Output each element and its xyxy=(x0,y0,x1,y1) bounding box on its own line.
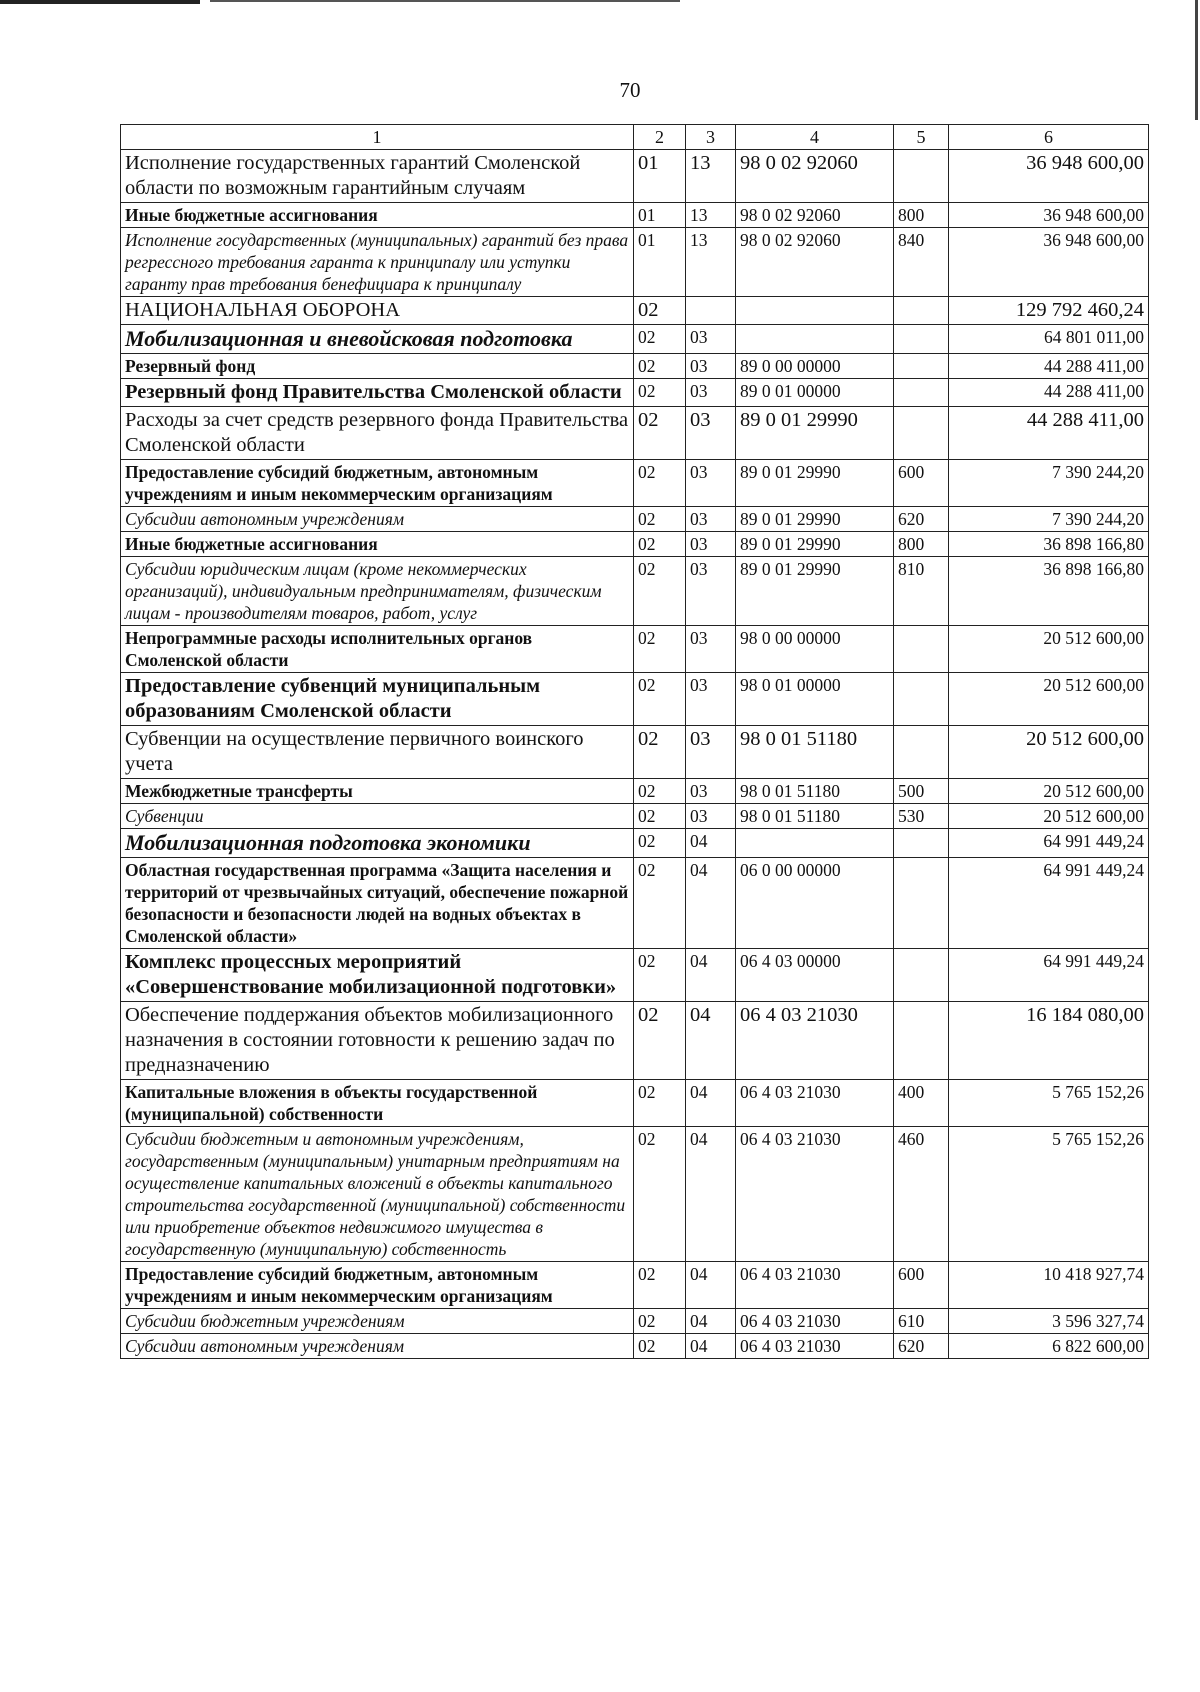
row-section: 02 xyxy=(634,858,686,949)
row-section: 02 xyxy=(634,557,686,626)
column-header: 1 xyxy=(121,125,634,150)
table-row xyxy=(121,626,1149,673)
row-section: 02 xyxy=(634,1309,686,1334)
table-row xyxy=(121,1127,1149,1262)
row-target-article: 06 4 03 21030 xyxy=(736,1309,894,1334)
table-row xyxy=(121,949,1149,1002)
table-row xyxy=(121,1309,1149,1334)
row-name: Исполнение государственных (муниципальных) гарантий без права регрессного требования гаранта к принципалу или уступки гаранту прав требования бенефициара к принципалу xyxy=(121,228,634,297)
table-row xyxy=(121,1262,1149,1309)
row-section: 02 xyxy=(634,949,686,1002)
row-name: Субсидии бюджетным учреждениям xyxy=(121,1309,634,1334)
row-subsection: 13 xyxy=(686,150,736,203)
row-subsection: 03 xyxy=(686,779,736,804)
row-expense-type: 810 xyxy=(894,557,949,626)
row-section: 02 xyxy=(634,1080,686,1127)
table-row xyxy=(121,325,1149,354)
row-target-article: 89 0 01 00000 xyxy=(736,379,894,407)
row-expense-type xyxy=(894,626,949,673)
row-subsection: 03 xyxy=(686,460,736,507)
row-target-article: 06 4 03 21030 xyxy=(736,1127,894,1262)
row-amount: 20 512 600,00 xyxy=(949,726,1149,779)
column-header: 4 xyxy=(736,125,894,150)
row-subsection xyxy=(686,297,736,325)
row-target-article: 98 0 01 00000 xyxy=(736,673,894,726)
row-name: Капитальные вложения в объекты государственной (муниципальной) собственности xyxy=(121,1080,634,1127)
row-section: 02 xyxy=(634,407,686,460)
row-subsection: 03 xyxy=(686,507,736,532)
table-row xyxy=(121,557,1149,626)
table-row xyxy=(121,726,1149,779)
row-name: Обеспечение поддержания объектов мобилизационного назначения в состоянии готовности к решению задач по предназначению xyxy=(121,1002,634,1080)
row-expense-type: 600 xyxy=(894,1262,949,1309)
row-expense-type xyxy=(894,150,949,203)
row-target-article: 98 0 02 92060 xyxy=(736,150,894,203)
table-row xyxy=(121,354,1149,379)
table-row xyxy=(121,532,1149,557)
table-row xyxy=(121,779,1149,804)
row-target-article: 06 4 03 21030 xyxy=(736,1002,894,1080)
row-subsection: 04 xyxy=(686,1002,736,1080)
row-subsection: 04 xyxy=(686,829,736,858)
row-expense-type xyxy=(894,325,949,354)
row-target-article: 06 4 03 21030 xyxy=(736,1262,894,1309)
column-header: 3 xyxy=(686,125,736,150)
row-amount: 36 948 600,00 xyxy=(949,203,1149,228)
row-expense-type: 530 xyxy=(894,804,949,829)
row-target-article: 06 4 03 21030 xyxy=(736,1080,894,1127)
row-amount: 7 390 244,20 xyxy=(949,507,1149,532)
table-row xyxy=(121,407,1149,460)
row-section: 02 xyxy=(634,1334,686,1359)
row-name: Субсидии автономным учреждениям xyxy=(121,1334,634,1359)
row-amount: 36 948 600,00 xyxy=(949,150,1149,203)
row-target-article: 98 0 01 51180 xyxy=(736,804,894,829)
row-target-article: 98 0 01 51180 xyxy=(736,779,894,804)
row-subsection: 03 xyxy=(686,726,736,779)
table-row xyxy=(121,1334,1149,1359)
row-expense-type xyxy=(894,407,949,460)
row-subsection: 04 xyxy=(686,1127,736,1262)
table-row xyxy=(121,1002,1149,1080)
row-name: Областная государственная программа «Защита населения и территорий от чрезвычайных ситуаций, обеспечение пожарной безопасности и безопасности людей на водных объектах в Смоленской области» xyxy=(121,858,634,949)
row-amount: 10 418 927,74 xyxy=(949,1262,1149,1309)
row-amount: 20 512 600,00 xyxy=(949,673,1149,726)
row-subsection: 04 xyxy=(686,1262,736,1309)
table-row xyxy=(121,203,1149,228)
row-section: 02 xyxy=(634,1262,686,1309)
row-target-article: 89 0 00 00000 xyxy=(736,354,894,379)
row-target-article: 98 0 02 92060 xyxy=(736,203,894,228)
row-amount: 64 991 449,24 xyxy=(949,949,1149,1002)
row-target-article: 89 0 01 29990 xyxy=(736,507,894,532)
row-amount: 44 288 411,00 xyxy=(949,354,1149,379)
row-expense-type: 500 xyxy=(894,779,949,804)
row-amount: 5 765 152,26 xyxy=(949,1127,1149,1262)
row-amount: 36 898 166,80 xyxy=(949,557,1149,626)
table-header-row xyxy=(121,125,1149,150)
row-name: Комплекс процессных мероприятий «Совершенствование мобилизационной подготовки» xyxy=(121,949,634,1002)
row-name: Резервный фонд xyxy=(121,354,634,379)
row-name: Мобилизационная подготовка экономики xyxy=(121,829,634,858)
row-subsection: 03 xyxy=(686,532,736,557)
row-section: 02 xyxy=(634,379,686,407)
row-target-article: 06 0 00 00000 xyxy=(736,858,894,949)
row-subsection: 04 xyxy=(686,858,736,949)
row-subsection: 13 xyxy=(686,203,736,228)
row-section: 02 xyxy=(634,1127,686,1262)
row-expense-type xyxy=(894,297,949,325)
row-name: Субвенции на осуществление первичного воинского учета xyxy=(121,726,634,779)
row-section: 02 xyxy=(634,532,686,557)
row-subsection: 03 xyxy=(686,407,736,460)
row-amount: 20 512 600,00 xyxy=(949,804,1149,829)
row-expense-type: 800 xyxy=(894,532,949,557)
row-subsection: 03 xyxy=(686,379,736,407)
row-amount: 3 596 327,74 xyxy=(949,1309,1149,1334)
row-name: Расходы за счет средств резервного фонда Правительства Смоленской области xyxy=(121,407,634,460)
row-expense-type xyxy=(894,829,949,858)
row-amount: 64 991 449,24 xyxy=(949,829,1149,858)
row-subsection: 03 xyxy=(686,354,736,379)
row-amount: 5 765 152,26 xyxy=(949,1080,1149,1127)
row-subsection: 03 xyxy=(686,557,736,626)
row-section: 02 xyxy=(634,626,686,673)
row-section: 02 xyxy=(634,507,686,532)
scan-top-edge xyxy=(0,0,200,4)
row-amount: 64 801 011,00 xyxy=(949,325,1149,354)
row-section: 02 xyxy=(634,804,686,829)
row-target-article: 98 0 02 92060 xyxy=(736,228,894,297)
table-row xyxy=(121,228,1149,297)
row-target-article: 98 0 01 51180 xyxy=(736,726,894,779)
row-expense-type xyxy=(894,673,949,726)
row-expense-type: 460 xyxy=(894,1127,949,1262)
row-amount: 6 822 600,00 xyxy=(949,1334,1149,1359)
row-amount: 16 184 080,00 xyxy=(949,1002,1149,1080)
row-expense-type: 620 xyxy=(894,507,949,532)
row-name: НАЦИОНАЛЬНАЯ ОБОРОНА xyxy=(121,297,634,325)
row-subsection: 03 xyxy=(686,804,736,829)
row-subsection: 03 xyxy=(686,673,736,726)
row-target-article: 06 4 03 00000 xyxy=(736,949,894,1002)
row-expense-type xyxy=(894,726,949,779)
row-name: Предоставление субвенций муниципальным образованиям Смоленской области xyxy=(121,673,634,726)
row-section: 02 xyxy=(634,325,686,354)
row-section: 02 xyxy=(634,779,686,804)
table-row xyxy=(121,673,1149,726)
row-section: 02 xyxy=(634,673,686,726)
row-amount: 129 792 460,24 xyxy=(949,297,1149,325)
table-row xyxy=(121,829,1149,858)
table-row xyxy=(121,379,1149,407)
row-name: Иные бюджетные ассигнования xyxy=(121,203,634,228)
scan-top-line xyxy=(210,0,680,2)
row-target-article xyxy=(736,297,894,325)
row-amount: 20 512 600,00 xyxy=(949,779,1149,804)
row-section: 01 xyxy=(634,203,686,228)
row-name: Резервный фонд Правительства Смоленской области xyxy=(121,379,634,407)
row-expense-type xyxy=(894,354,949,379)
table-row xyxy=(121,858,1149,949)
column-header: 5 xyxy=(894,125,949,150)
row-section: 02 xyxy=(634,1002,686,1080)
table-row xyxy=(121,297,1149,325)
row-expense-type: 620 xyxy=(894,1334,949,1359)
row-expense-type: 840 xyxy=(894,228,949,297)
row-expense-type xyxy=(894,379,949,407)
row-expense-type: 400 xyxy=(894,1080,949,1127)
row-subsection: 03 xyxy=(686,325,736,354)
row-target-article: 06 4 03 21030 xyxy=(736,1334,894,1359)
table-row xyxy=(121,150,1149,203)
row-expense-type xyxy=(894,1002,949,1080)
row-amount: 20 512 600,00 xyxy=(949,626,1149,673)
row-name: Межбюджетные трансферты xyxy=(121,779,634,804)
row-name: Мобилизационная и вневойсковая подготовка xyxy=(121,325,634,354)
row-amount: 64 991 449,24 xyxy=(949,858,1149,949)
row-name: Субсидии бюджетным и автономным учреждениям, государственным (муниципальным) унитарным предприятиям на осуществление капитальных вложений в объекты капитального строительства государственной (муниципальной) собственности или приобретение объектов недвижимого имущества в государственную (муниципальную) собственность xyxy=(121,1127,634,1262)
row-section: 02 xyxy=(634,297,686,325)
row-name: Исполнение государственных гарантий Смоленской области по возможным гарантийным случаям xyxy=(121,150,634,203)
row-name: Субсидии автономным учреждениям xyxy=(121,507,634,532)
page-number: 70 xyxy=(619,78,641,102)
row-section: 02 xyxy=(634,726,686,779)
row-amount: 36 948 600,00 xyxy=(949,228,1149,297)
row-target-article xyxy=(736,829,894,858)
row-section: 02 xyxy=(634,829,686,858)
table-row xyxy=(121,507,1149,532)
row-expense-type xyxy=(894,949,949,1002)
row-subsection: 04 xyxy=(686,1309,736,1334)
row-target-article xyxy=(736,325,894,354)
row-subsection: 13 xyxy=(686,228,736,297)
row-expense-type xyxy=(894,858,949,949)
row-amount: 44 288 411,00 xyxy=(949,407,1149,460)
table-row xyxy=(121,460,1149,507)
row-name: Предоставление субсидий бюджетным, автономным учреждениям и иным некоммерческим организациям xyxy=(121,460,634,507)
row-subsection: 04 xyxy=(686,1080,736,1127)
row-section: 01 xyxy=(634,228,686,297)
budget-table xyxy=(120,124,1149,1359)
row-target-article: 89 0 01 29990 xyxy=(736,557,894,626)
row-section: 02 xyxy=(634,354,686,379)
row-section: 01 xyxy=(634,150,686,203)
table-body xyxy=(121,150,1149,1359)
row-name: Иные бюджетные ассигнования xyxy=(121,532,634,557)
row-name: Непрограммные расходы исполнительных органов Смоленской области xyxy=(121,626,634,673)
row-subsection: 04 xyxy=(686,949,736,1002)
table-row xyxy=(121,1080,1149,1127)
row-amount: 7 390 244,20 xyxy=(949,460,1149,507)
row-amount: 44 288 411,00 xyxy=(949,379,1149,407)
row-section: 02 xyxy=(634,460,686,507)
row-name: Субсидии юридическим лицам (кроме некоммерческих организаций), индивидуальным предпринимателям, физическим лицам - производителям товаров, работ, услуг xyxy=(121,557,634,626)
row-amount: 36 898 166,80 xyxy=(949,532,1149,557)
row-target-article: 89 0 01 29990 xyxy=(736,532,894,557)
row-subsection: 04 xyxy=(686,1334,736,1359)
table-row xyxy=(121,804,1149,829)
row-name: Предоставление субсидий бюджетным, автономным учреждениям и иным некоммерческим организациям xyxy=(121,1262,634,1309)
column-header: 6 xyxy=(949,125,1149,150)
row-expense-type: 610 xyxy=(894,1309,949,1334)
row-target-article: 89 0 01 29990 xyxy=(736,407,894,460)
row-expense-type: 800 xyxy=(894,203,949,228)
row-target-article: 98 0 00 00000 xyxy=(736,626,894,673)
row-target-article: 89 0 01 29990 xyxy=(736,460,894,507)
row-subsection: 03 xyxy=(686,626,736,673)
row-name: Субвенции xyxy=(121,804,634,829)
column-header: 2 xyxy=(634,125,686,150)
row-expense-type: 600 xyxy=(894,460,949,507)
